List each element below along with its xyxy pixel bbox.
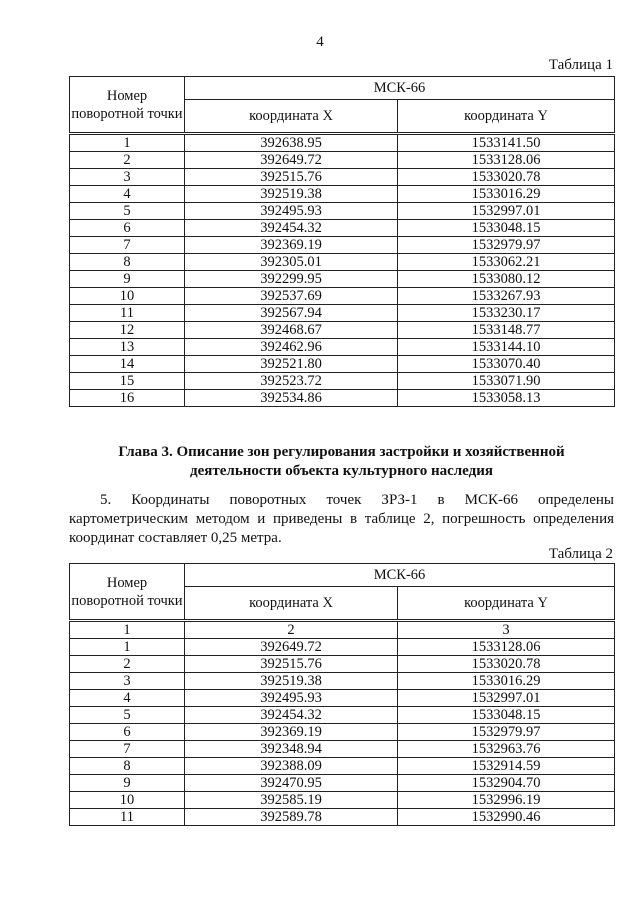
cell-coordinate-y: 1532914.59 (398, 758, 615, 775)
cell-point-number: 7 (70, 741, 185, 758)
cell-coordinate-y: 1533071.90 (398, 373, 615, 390)
cell-point-number: 5 (70, 203, 185, 220)
cell-point-number: 10 (70, 288, 185, 305)
cell-coordinate-x: 392589.78 (185, 809, 398, 826)
table-row (70, 237, 615, 254)
cell-coordinate-y: 1533016.29 (398, 673, 615, 690)
cell-point-number: 3 (70, 169, 185, 186)
cell-coordinate-y: 1532963.76 (398, 741, 615, 758)
cell-coordinate-y: 1532979.97 (398, 237, 615, 254)
cell-coordinate-y: 1533128.06 (398, 152, 615, 169)
cell-point-number: 6 (70, 724, 185, 741)
cell-point-number: 5 (70, 707, 185, 724)
cell-coordinate-x: 392305.01 (185, 254, 398, 271)
table2-body (70, 621, 615, 826)
paragraph-line-3: координат составляет 0,25 метра. (69, 530, 282, 546)
cell-coordinate-y: 3 (398, 621, 615, 639)
cell-point-number: 13 (70, 339, 185, 356)
cell-point-number: 16 (70, 390, 185, 407)
cell-point-number: 9 (70, 271, 185, 288)
cell-coordinate-x: 392519.38 (185, 673, 398, 690)
coordinates-table-1 (69, 76, 615, 407)
cell-coordinate-x: 392495.93 (185, 690, 398, 707)
cell-point-number: 11 (70, 305, 185, 322)
cell-coordinate-x: 392521.80 (185, 356, 398, 373)
cell-coordinate-y: 1533267.93 (398, 288, 615, 305)
header-coordinate-system: МСК-66 (185, 564, 615, 587)
coordinates-table-2 (69, 563, 615, 826)
cell-coordinate-x: 392519.38 (185, 186, 398, 203)
cell-coordinate-x: 392388.09 (185, 758, 398, 775)
cell-coordinate-y: 1533058.13 (398, 390, 615, 407)
table-row (70, 186, 615, 203)
paragraph-line-1: 5. Координаты поворотных точек ЗРЗ-1 в МСК-66 определены (100, 492, 614, 508)
cell-coordinate-x: 392585.19 (185, 792, 398, 809)
table-row (70, 373, 615, 390)
cell-coordinate-x: 392515.76 (185, 169, 398, 186)
header-coordinate-y: координата Y (398, 100, 615, 134)
table-row (70, 271, 615, 288)
table-row (70, 690, 615, 707)
table-row (70, 809, 615, 826)
header-coordinate-y: координата Y (398, 587, 615, 621)
cell-point-number: 1 (70, 134, 185, 152)
table-row (70, 741, 615, 758)
cell-coordinate-y: 1533230.17 (398, 305, 615, 322)
table-row (70, 656, 615, 673)
table-row (70, 775, 615, 792)
cell-coordinate-x: 392454.32 (185, 220, 398, 237)
table-row (70, 203, 615, 220)
cell-coordinate-y: 1532990.46 (398, 809, 615, 826)
cell-point-number: 4 (70, 186, 185, 203)
cell-coordinate-y: 1533020.78 (398, 169, 615, 186)
cell-coordinate-x: 392468.67 (185, 322, 398, 339)
table-row (70, 758, 615, 775)
table-row (70, 305, 615, 322)
cell-point-number: 14 (70, 356, 185, 373)
cell-point-number: 7 (70, 237, 185, 254)
table-row (70, 673, 615, 690)
table-row (70, 356, 615, 373)
cell-coordinate-x: 392523.72 (185, 373, 398, 390)
chapter-heading-line-2: деятельности объекта культурного наследия (190, 463, 493, 479)
header-coordinate-system: МСК-66 (185, 77, 615, 100)
cell-coordinate-y: 1533048.15 (398, 220, 615, 237)
cell-coordinate-x: 392454.32 (185, 707, 398, 724)
table-row (70, 639, 615, 656)
cell-point-number: 9 (70, 775, 185, 792)
cell-coordinate-x: 392369.19 (185, 237, 398, 254)
page-number: 4 (316, 34, 324, 50)
table1-caption: Таблица 1 (548, 57, 613, 73)
cell-coordinate-x: 392649.72 (185, 152, 398, 169)
cell-point-number: 1 (70, 621, 185, 639)
cell-point-number: 15 (70, 373, 185, 390)
table-row (70, 339, 615, 356)
cell-coordinate-x: 392495.93 (185, 203, 398, 220)
table-row (70, 707, 615, 724)
cell-coordinate-x: 392369.19 (185, 724, 398, 741)
header-coordinate-x: координата X (185, 587, 398, 621)
cell-coordinate-x: 392299.95 (185, 271, 398, 288)
cell-coordinate-x: 392649.72 (185, 639, 398, 656)
paragraph-line-2: картометрическим методом и приведены в таблице 2, погрешность определения (69, 511, 614, 527)
table-row (70, 220, 615, 237)
table2-caption: Таблица 2 (548, 546, 613, 562)
table-row (70, 169, 615, 186)
table-row (70, 322, 615, 339)
header-coordinate-x: координата X (185, 100, 398, 134)
table-row (70, 390, 615, 407)
cell-coordinate-x: 392515.76 (185, 656, 398, 673)
cell-point-number: 10 (70, 792, 185, 809)
cell-point-number: 4 (70, 690, 185, 707)
chapter-heading-line-1: Глава 3. Описание зон регулирования застройки и хозяйственной (118, 444, 565, 460)
chapter-heading (69, 443, 614, 481)
cell-coordinate-y: 1533048.15 (398, 707, 615, 724)
table-row (70, 792, 615, 809)
cell-coordinate-y: 1533141.50 (398, 134, 615, 152)
cell-point-number: 6 (70, 220, 185, 237)
cell-coordinate-x: 2 (185, 621, 398, 639)
table1-body (70, 134, 615, 407)
table-row (70, 288, 615, 305)
cell-coordinate-y: 1533144.10 (398, 339, 615, 356)
table-row (70, 152, 615, 169)
cell-coordinate-y: 1532997.01 (398, 690, 615, 707)
cell-point-number: 8 (70, 758, 185, 775)
cell-coordinate-y: 1533148.77 (398, 322, 615, 339)
header-point-number: Номер поворотной точки (70, 77, 185, 134)
cell-point-number: 2 (70, 152, 185, 169)
cell-point-number: 12 (70, 322, 185, 339)
cell-coordinate-x: 392348.94 (185, 741, 398, 758)
cell-coordinate-x: 392534.86 (185, 390, 398, 407)
header-point-number: Номер поворотной точки (70, 564, 185, 621)
cell-coordinate-y: 1533070.40 (398, 356, 615, 373)
paragraph-5 (69, 491, 614, 548)
cell-point-number: 8 (70, 254, 185, 271)
cell-coordinate-y: 1533062.21 (398, 254, 615, 271)
cell-coordinate-y: 1532996.19 (398, 792, 615, 809)
table-row (70, 134, 615, 152)
cell-coordinate-y: 1533080.12 (398, 271, 615, 288)
table-row (70, 254, 615, 271)
cell-coordinate-y: 1532979.97 (398, 724, 615, 741)
cell-coordinate-y: 1533016.29 (398, 186, 615, 203)
column-number-row (70, 621, 615, 639)
cell-point-number: 11 (70, 809, 185, 826)
cell-coordinate-x: 392470.95 (185, 775, 398, 792)
cell-point-number: 3 (70, 673, 185, 690)
cell-coordinate-x: 392567.94 (185, 305, 398, 322)
cell-coordinate-y: 1532997.01 (398, 203, 615, 220)
cell-coordinate-x: 392537.69 (185, 288, 398, 305)
table-row (70, 724, 615, 741)
cell-point-number: 2 (70, 656, 185, 673)
cell-coordinate-x: 392638.95 (185, 134, 398, 152)
cell-coordinate-x: 392462.96 (185, 339, 398, 356)
cell-coordinate-y: 1533020.78 (398, 656, 615, 673)
cell-point-number: 1 (70, 639, 185, 656)
cell-coordinate-y: 1532904.70 (398, 775, 615, 792)
cell-coordinate-y: 1533128.06 (398, 639, 615, 656)
